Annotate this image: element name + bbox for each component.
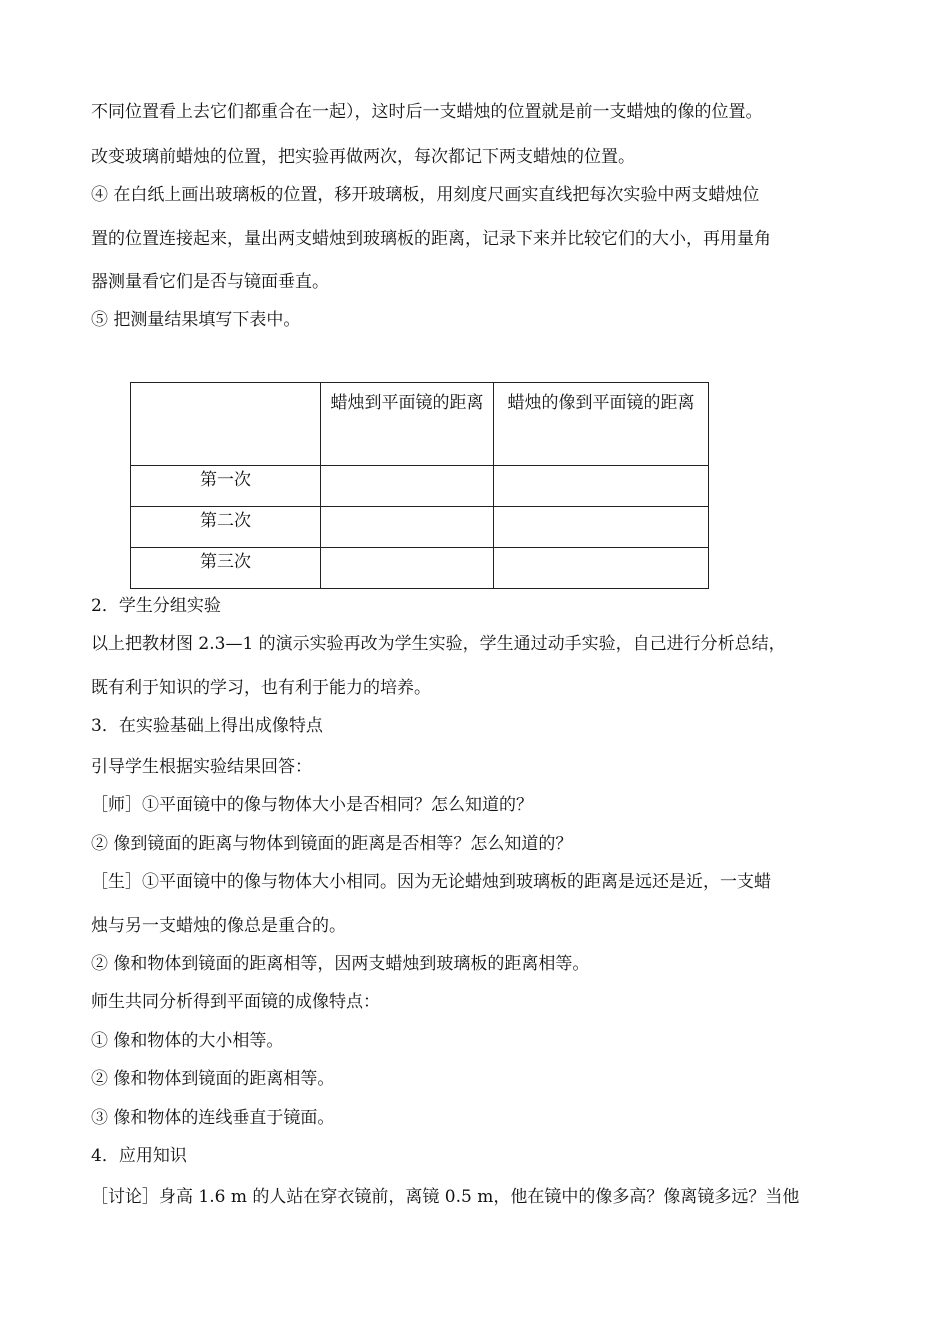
paragraph-line: ③ 像和物体的连线垂直于镜面。 (91, 1108, 335, 1128)
paragraph-line: 以上把教材图 2.3—1 的演示实验再改为学生实验，学生通过动手实验，自己进行分析总结， (91, 634, 786, 654)
paragraph-line: 置的位置连接起来，量出两支蜡烛到玻璃板的距离，记录下来并比较它们的大小，再用量角 (91, 229, 771, 249)
table-cell (321, 507, 494, 548)
table-header-row (131, 383, 709, 466)
row-label: 第三次 (131, 548, 321, 589)
table-cell (494, 507, 709, 548)
table-cell (321, 466, 494, 507)
paragraph-line: 师生共同分析得到平面镜的成像特点： (91, 992, 380, 1012)
section-heading: 4．应用知识 (91, 1146, 187, 1166)
section-heading: 2．学生分组实验 (91, 596, 221, 616)
section-heading: 3．在实验基础上得出成像特点 (91, 716, 323, 736)
table-header-cell: 蜡烛到平面镜的距离 (321, 383, 494, 466)
paragraph-line: ② 像和物体到镜面的距离相等。 (91, 1069, 335, 1089)
paragraph-line: 改变玻璃前蜡烛的位置，把实验再做两次，每次都记下两支蜡烛的位置。 (91, 147, 635, 167)
row-label: 第一次 (131, 466, 321, 507)
paragraph-line: 烛与另一支蜡烛的像总是重合的。 (91, 916, 346, 936)
measurement-table (130, 382, 709, 589)
paragraph-line: 器测量看它们是否与镜面垂直。 (91, 272, 329, 292)
table-row (131, 548, 709, 589)
paragraph-line: ［讨论］身高 1.6 m 的人站在穿衣镜前，离镜 0.5 m，他在镜中的像多高？像离镜多远？当他 (91, 1187, 800, 1207)
paragraph-line: ① 像和物体的大小相等。 (91, 1031, 284, 1051)
table-row (131, 466, 709, 507)
paragraph-line: ［师］①平面镜中的像与物体大小是否相同？怎么知道的？ (91, 795, 533, 815)
table-cell (494, 466, 709, 507)
paragraph-line: 既有利于知识的学习，也有利于能力的培养。 (91, 678, 431, 698)
paragraph-line: ④ 在白纸上画出玻璃板的位置，移开玻璃板，用刻度尺画实直线把每次实验中两支蜡烛位 (91, 185, 760, 205)
paragraph-line: ⑤ 把测量结果填写下表中。 (91, 310, 301, 330)
paragraph-line: ［生］①平面镜中的像与物体大小相同。因为无论蜡烛到玻璃板的距离是远还是近，一支蜡 (91, 872, 771, 892)
table-header-cell (131, 383, 321, 466)
paragraph-line: ② 像和物体到镜面的距离相等，因两支蜡烛到玻璃板的距离相等。 (91, 954, 590, 974)
paragraph-line: 引导学生根据实验结果回答： (91, 757, 312, 777)
paragraph-line: 不同位置看上去它们都重合在一起），这时后一支蜡烛的位置就是前一支蜡烛的像的位置。 (91, 102, 763, 122)
table-header-cell: 蜡烛的像到平面镜的距离 (494, 383, 709, 466)
table-cell (321, 548, 494, 589)
table-row (131, 507, 709, 548)
paragraph-line: ② 像到镜面的距离与物体到镜面的距离是否相等？怎么知道的？ (91, 834, 573, 854)
row-label: 第二次 (131, 507, 321, 548)
table-cell (494, 548, 709, 589)
